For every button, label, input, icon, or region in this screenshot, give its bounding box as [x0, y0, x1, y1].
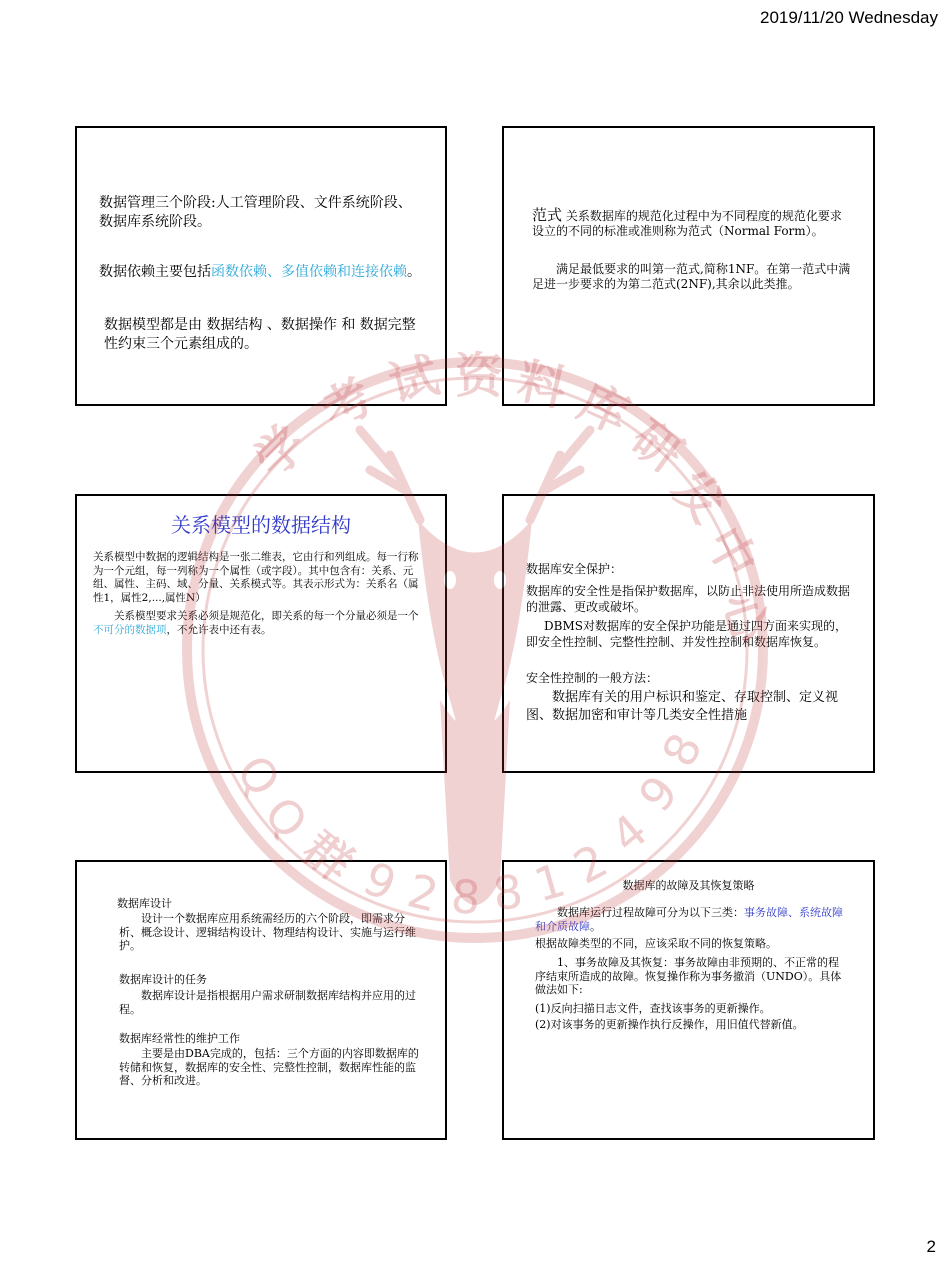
svg-text:8: 8 [651, 724, 713, 775]
svg-text:8: 8 [449, 869, 483, 926]
slide-3 [75, 494, 447, 773]
slide-4-paragraph-2: DBMS对数据库的安全保护功能是通过四方面来实现的，即安全性控制、完整性控制、并发性控制和数据库恢复。 [526, 619, 847, 649]
slide-6-p1-highlight: 事务故障、系统故障和介质故障 [535, 906, 843, 933]
slide-5 [75, 860, 447, 1140]
slide-2 [502, 126, 875, 406]
slide-1 [75, 126, 447, 406]
slide-4-heading-2: 安全性控制的一般方法： [526, 671, 659, 685]
slide-6-paragraph-2: 根据故障类型的不同，应该采取不同的恢复策略。 [535, 937, 777, 950]
watermark-char-10: 心 [710, 586, 779, 650]
slide-3-p2-highlight: 不可分的数据项 [93, 623, 167, 636]
slide-5-paragraph-3: 主要是由DBA完成的，包括：三个方面的内容即数据库的转储和恢复，数据库的安全性、完整性控制，数据库性能的监督、分析和改进。 [119, 1047, 419, 1087]
svg-text:8: 8 [490, 864, 526, 921]
slide-6-paragraph-1 [535, 906, 849, 933]
watermark-char-1: 学 [243, 414, 318, 489]
slide-3-p2-suffix: ，不允许表中还有表。 [166, 623, 272, 636]
slide-6-paragraph-3: 1、事务故障及其恢复：事务故障由非预期的、不正常的程序结束所造成的故障。恢复操作称为事务撤消（UNDO）。具体做法如下: [535, 956, 842, 996]
slide-1-p2-prefix: 数据依赖主要包括 [99, 264, 211, 280]
slide-4-heading: 数据库安全保护： [526, 562, 623, 576]
slide-2-paragraph-1 [532, 208, 852, 239]
slide-6 [502, 860, 875, 1140]
slide-1-p2-highlight: 函数依赖、多值依赖和连接依赖 [211, 264, 407, 280]
slide-6-p1-suffix: 。 [590, 919, 601, 933]
slide-2-term: 范式 [532, 206, 563, 224]
watermark-char-3: 试 [383, 347, 445, 414]
slide-5-heading-3: 数据库经常性的维护工作 [119, 1032, 240, 1045]
watermark-char-4: 资 [455, 348, 504, 404]
slide-4-paragraph-1: 数据库的安全性是指保护数据库，以防止非法使用所造成数据的泄露、更改或破坏。 [526, 584, 851, 614]
slide-2-definition: 关系数据库的规范化过程中为不同程度的规范化要求设立的不同的标准或准则称为范式（Normal Form）。 [532, 209, 842, 238]
svg-text:Q: Q [225, 745, 291, 806]
slide-5-heading-2: 数据库设计的任务 [119, 973, 207, 986]
slide-1-paragraph-3: 数据模型都是由 数据结构 、数据操作 和 数据完整性约束三个元素组成的。 [104, 317, 416, 352]
watermark-char-7: 研 [620, 410, 693, 484]
slide-5-heading-1: 数据库设计 [117, 897, 172, 910]
watermark-char-8: 发 [661, 460, 735, 534]
svg-text:群: 群 [293, 821, 363, 892]
watermark-char-5: 料 [512, 352, 572, 418]
slide-2-paragraph-2: 满足最低要求的叫第一范式,简称1NF。在第一范式中满足进一步要求的为第二范式(2NF),其余以此类推。 [532, 262, 851, 291]
slide-5-paragraph-2: 数据库设计是指根据用户需求研制数据库结构并应用的过程。 [119, 989, 416, 1016]
header-date: 2019/11/20 Wednesday [759, 8, 938, 27]
slide-3-paragraph-2 [93, 610, 427, 637]
slide-1-paragraph-2 [99, 263, 421, 282]
svg-text:4: 4 [600, 803, 658, 864]
watermark-char-6: 库 [570, 373, 637, 445]
svg-text:2: 2 [402, 863, 444, 923]
slide-5-paragraph-1: 设计一个数据库应用系统需经历的六个阶段，即需求分析、概念设计、逻辑结构设计、物理结构设计、实施与运行维护。 [119, 912, 416, 952]
slide-6-p1-prefix: 数据库运行过程故障可分为以下三类： [557, 906, 744, 919]
slide-1-p2-suffix: 。 [407, 264, 421, 280]
svg-text:9: 9 [355, 850, 405, 912]
slide-3-title: 关系模型的数据结构 [171, 513, 351, 537]
watermark-char-2: 考 [313, 367, 383, 441]
svg-text:9: 9 [628, 765, 689, 822]
slide-3-paragraph-1: 关系模型中数据的逻辑结构是一张二维表，它由行和列组成。每一行称为一个元组，每一列称为一个属性（或字段）。其中包含有：关系、元组、属性、主码、域、分量、关系模式等。其表示形式为：关系名（属性1，属性2,...,属性N） [93, 551, 419, 604]
slide-6-paragraph-4: (1)反向扫描日志文件，查找该事务的更新操作。 [535, 1002, 771, 1015]
slide-1-paragraph-1: 数据管理三个阶段:人工管理阶段、文件系统阶段、数据库系统阶段。 [99, 195, 412, 230]
watermark-char-9: 中 [694, 518, 768, 588]
slide-4-paragraph-3: 数据库有关的用户标识和鉴定、存取控制、定义视图、数据加密和审计等几类安全性措施 [526, 690, 839, 723]
slide-4 [502, 494, 875, 773]
slide-3-p2-prefix: 关系模型要求关系必须是规范化，即关系的每一个分量必须是一个 [114, 610, 419, 622]
svg-text:2: 2 [564, 833, 617, 895]
page-number: 2 [926, 1237, 936, 1256]
svg-text:1: 1 [528, 852, 572, 913]
slide-6-title: 数据库的故障及其恢复策略 [622, 879, 755, 892]
slide-6-paragraph-5: (2)对该事务的更新操作执行反操作，用旧值代替新值。 [535, 1018, 804, 1031]
svg-text:Q: Q [253, 786, 319, 850]
